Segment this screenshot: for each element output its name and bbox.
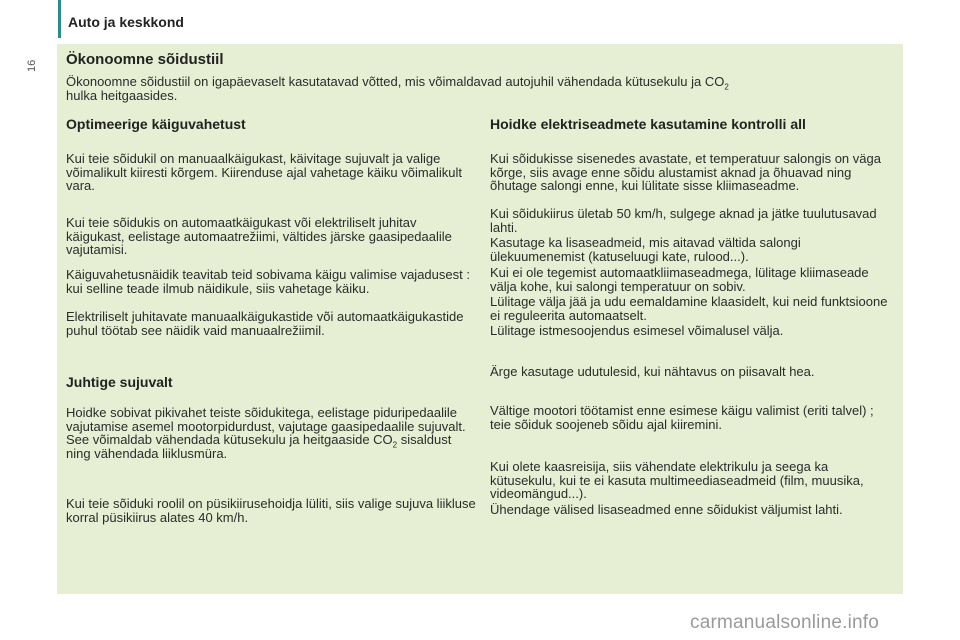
intro-subscript: 2	[724, 82, 729, 92]
paragraph-cruise-control: Kui teie sõiduki roolil on püsikiirusehoidja lüliti, siis valige sujuva liikluse korral püsikiirus alates 40 km/h.	[66, 496, 476, 525]
paragraph-indicator-manual-mode: Elektriliselt juhitavate manuaalkäigukastide või automaatkäigukastide puhul töötab see näidik vaid manuaalrežiimil.	[66, 309, 464, 338]
paragraph-speed-windows: Kui sõidukiirus ületab 50 km/h, sulgege aknad ja jätke tuulutusavad lahti.	[490, 206, 877, 235]
page-number: 16	[26, 59, 38, 72]
paragraph-accessories: Kasutage ka lisaseadmeid, mis aitavad vältida salongi ülekuumenemist (katuseluugi kate, rulood...).	[490, 235, 801, 264]
paragraph-gear-indicator: Käiguvahetusnäidik teavitab teid sobivama käigu valimise vajadusest : kui selline teade ilmub näidikule, siis vahetage käiku.	[66, 267, 470, 296]
header-accent-bar	[58, 0, 61, 38]
paragraph-automatic-gearbox: Kui teie sõidukis on automaatkäigukast või elektriliselt juhitav käigukast, eelistage automaatrežiimi, vältides järske gaasipedaalile vajutamisi.	[66, 215, 452, 257]
page-title: Ökonoomne sõidustiil	[66, 51, 224, 68]
section-header-title: Auto ja keskkond	[68, 14, 184, 30]
paragraph-following-distance-end: sisaldust ning vähendada liiklusmüra.	[66, 432, 452, 461]
paragraph-fog-lights: Ärge kasutage udutulesid, kui nähtavus on piisavalt hea.	[490, 364, 815, 379]
section-title-smooth-driving: Juhtige sujuvalt	[66, 374, 173, 390]
paragraph-following-distance	[66, 406, 476, 460]
intro-paragraph	[66, 75, 886, 102]
paragraph-manual-gearbox: Kui teie sõidukil on manuaalkäigukast, käivitage sujuvalt ja valige võimalikult kiiresti kõrgem. Kiirenduse ajal vahetage käiku võimalikult vara.	[66, 151, 462, 193]
paragraph-multimedia: Kui olete kaasreisija, siis vähendate elektrikulu ja seega ka kütusekulu, kui te ei kasuta multimeediaseadmeid (film, muusika, videomängud...).	[490, 459, 864, 501]
co2-subscript: 2	[392, 440, 398, 450]
intro-text: Ökonoomne sõidustiil on igapäevaselt kasutatavad võtted, mis võimaldavad autojuhil vähendada kütusekulu ja CO	[66, 74, 725, 89]
paragraph-unplug-accessories: Ühendage välised lisaseadmed enne sõidukist väljumist lahti.	[490, 502, 843, 517]
paragraph-seat-heating: Lülitage istmesoojendus esimesel võimalusel välja.	[490, 323, 784, 338]
paragraph-defrost: Lülitage välja jää ja udu eemaldamine klaasidelt, kui neid funktsioone ei reguleerita automaatselt.	[490, 294, 888, 323]
paragraph-following-distance-text: Hoidke sobivat pikivahet teiste sõidukitega, eelistage piduripedaalile vajutamise asemel mootorpidurdust, vajutage gaasipedaalile sujuvalt. See võimaldab vähendada kütusekulu ja heitgaaside CO	[66, 405, 466, 447]
paragraph-cabin-heat: Kui sõidukisse sisenedes avastate, et temperatuur salongis on väga kõrge, siis avage enne sõidu alustamist aknad ja õhuavad ning õhutage salongi enne, kui lülitate sisse kliimaseadme.	[490, 151, 881, 193]
section-title-electrical: Hoidke elektriseadmete kasutamine kontrolli all	[490, 116, 806, 132]
intro-text-end: hulka heitgaasides.	[66, 87, 178, 103]
paragraph-engine-idle: Vältige mootori töötamist enne esimese käigu valimist (eriti talvel) ; teie sõiduk soojeneb sõidu ajal kiiremini.	[490, 403, 874, 432]
section-title-gears: Optimeerige käiguvahetust	[66, 116, 246, 132]
watermark-text: carmanualsonline.info	[690, 612, 880, 633]
paragraph-air-conditioning: Kui ei ole tegemist automaatkliimaseadmega, lülitage kliimaseade välja kohe, kui salongi temperatuur on sobiv.	[490, 265, 869, 294]
